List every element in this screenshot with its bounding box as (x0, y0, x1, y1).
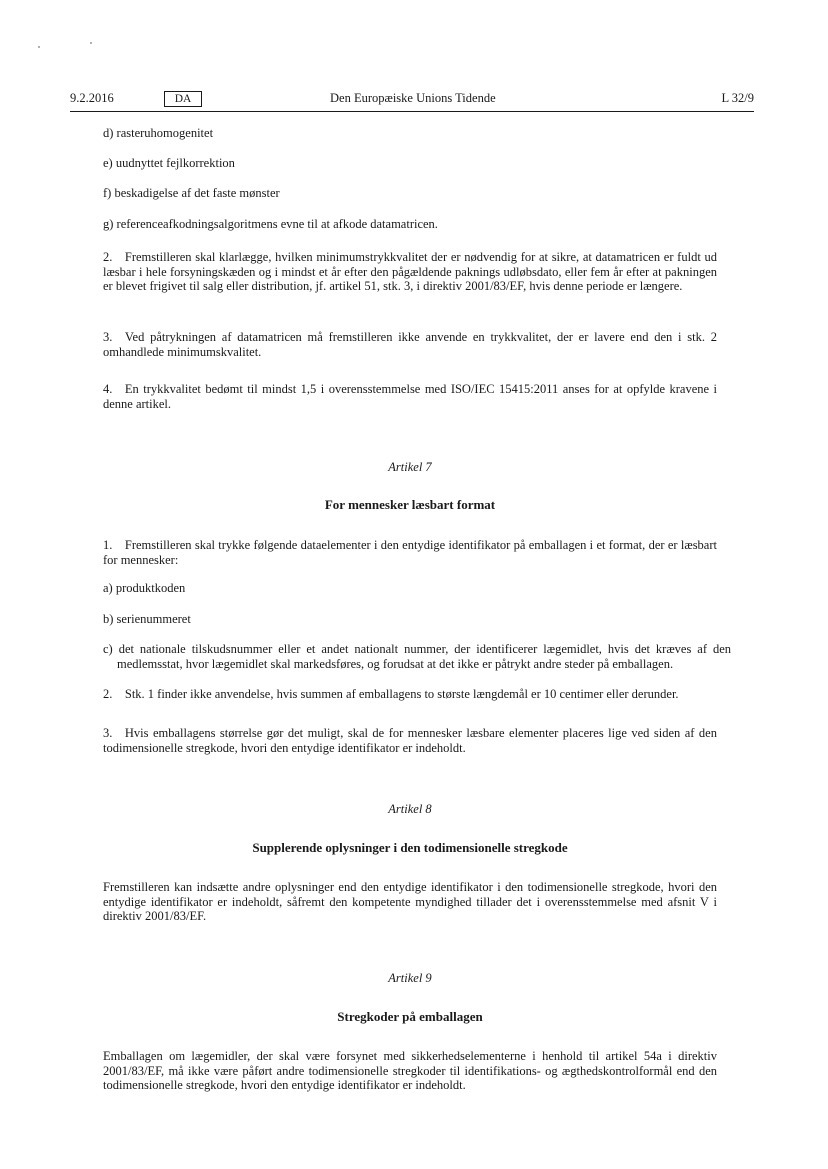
list-item: c) det nationale tilskudsnummer eller et andet nationalt nummer, der identificerer lægemidlet, hvis det kræves af den medlemsstat, hvor lægemidlet skal markedsføres, og forudsat at det ikke er påtrykt andre steder på emballagen. (103, 642, 732, 671)
list-item: e) uudnyttet fejlkorrektion (103, 156, 235, 170)
article-7-title: For mennesker læsbart format (324, 497, 496, 512)
article-8-title: Supplerende oplysninger i den todimensionelle stregkode (252, 840, 568, 855)
paragraph-art7-3: 3. Hvis emballagens størrelse gør det muligt, skal de for mennesker læsbare elementer placeres lige ved siden af den todimensionelle stregkode, hvori den entydige identifikator er indeholdt. (103, 726, 717, 755)
list-item: a) produktkoden (103, 581, 186, 595)
journal-title: Den Europæiske Unions Tidende (330, 91, 496, 105)
paragraph-art6-4: 4. En trykkvalitet bedømt til mindst 1,5 i overensstemmelse med ISO/IEC 15415:2011 anses for at opfylde kravene i denne artikel. (103, 382, 717, 411)
article-9-title: Stregkoder på emballagen (337, 1009, 483, 1024)
list-item: g) referenceafkodningsalgoritmens evne til at afkode datamatricen. (103, 217, 438, 231)
list-item: d) rasteruhomogenitet (103, 126, 214, 140)
paragraph-art9: Emballagen om lægemidler, der skal være forsynet med sikkerhedselementerne i henhold til artikel 54a i direktiv 2001/83/EF, må ikke være påført andre todimensionelle stregkoder til identifikations- og ægthedskontrolformål end den todimensionelle stregkode, hvori den entydige identifikator er indeholdt. (103, 1049, 717, 1093)
page-header (70, 91, 754, 113)
language-badge: DA (164, 91, 202, 107)
paragraph-art6-2: 2. Fremstilleren skal klarlægge, hvilken minimumstrykkvalitet der er nødvendig for at sikre, at datamatricen er fuldt ud læsbar i hele forsyningskæden og i mindst et år efter den pågældende paknings udløbsdato, eller fem år efter at pakningen er blevet frigivet til salg eller distribution, jf. artikel 51, stk. 3, i direktiv 2001/83/EF, hvis denne periode er længere. (103, 250, 717, 294)
article-7-number: Artikel 7 (388, 460, 432, 474)
paragraph-art7-2: 2. Stk. 1 finder ikke anvendelse, hvis summen af emballagens to største længdemål er 10 centimer eller derunder. (103, 687, 679, 701)
header-date: 9.2.2016 (70, 91, 114, 105)
page-number: L 32/9 (721, 91, 754, 105)
paragraph-art6-3: 3. Ved påtrykningen af datamatricen må fremstilleren ikke anvende en trykkvalitet, der er lavere end den i stk. 2 omhandlede minimumskvalitet. (103, 330, 717, 359)
scan-speck (38, 46, 40, 48)
paragraph-art7-1: 1. Fremstilleren skal trykke følgende dataelementer i den entydige identifikator på emballagen i et format, der er læsbart for mennesker: (103, 538, 717, 567)
article-9-number: Artikel 9 (388, 971, 432, 985)
scan-speck (90, 42, 92, 44)
article-8-number: Artikel 8 (388, 802, 432, 816)
list-item: b) serienummeret (103, 612, 191, 626)
paragraph-art8: Fremstilleren kan indsætte andre oplysninger end den entydige identifikator i den todimensionelle stregkode, hvori den entydige identifikator er indeholdt, såfremt den kompetente myndighed tillader det i overensstemmelse med afsnit V i direktiv 2001/83/EF. (103, 880, 717, 924)
list-item: f) beskadigelse af det faste mønster (103, 186, 280, 200)
header-rule (70, 111, 754, 112)
